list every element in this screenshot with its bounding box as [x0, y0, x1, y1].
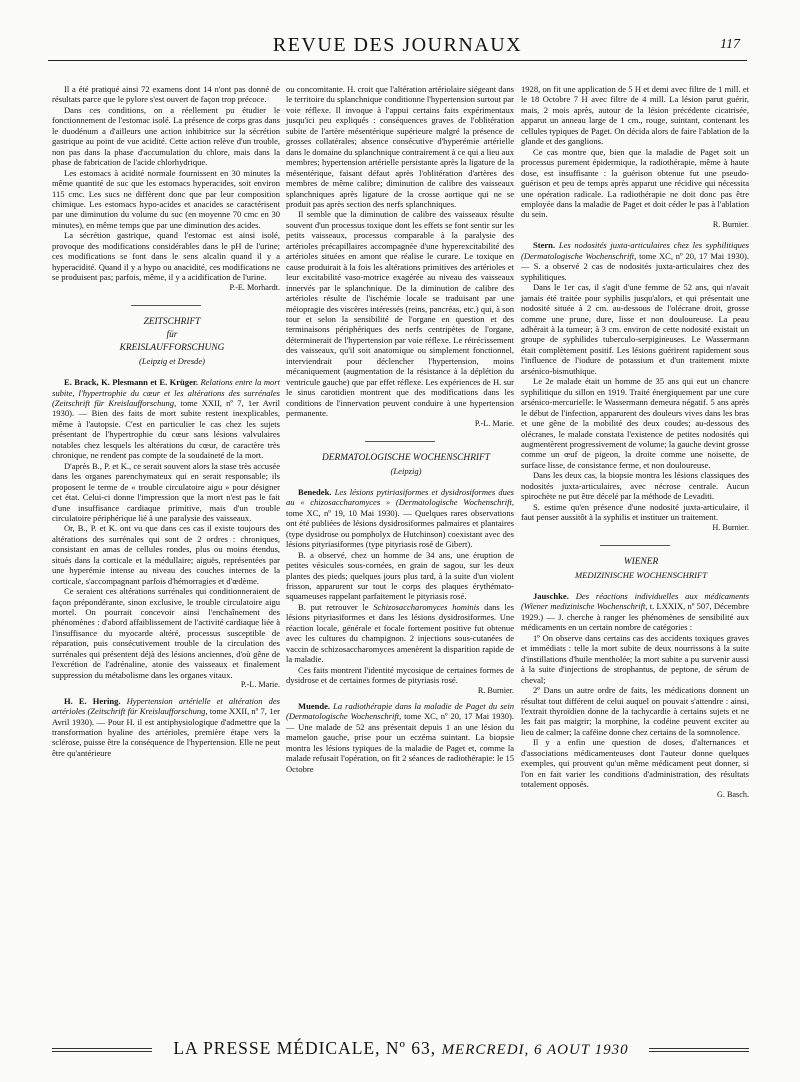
article-authors: Stern. [533, 240, 556, 251]
article-source: (Dermatologische Wochenschrift, [521, 250, 637, 261]
paragraph: Ce cas montre que, bien que la maladie de Paget soit un processus purement épidermique, la radiothérapie, même à haute dose, est insuffisante : la guérison obtenue fut une pseudo-guérison et peu de temps après apparut une récidive qui nécessita une opération radicale. La radiothérapie ne doit donc pas être employée dans la maladie de Paget et doit céder le pas à l'ablation du sein. [521, 146, 749, 220]
species-name: Schizosaccharomyces hominis [373, 601, 480, 612]
paragraph: Le 2e malade était un homme de 35 ans qui eut un chancre syphilitique du sillon en 1919. Traité énergiquement par une cure arsénico-mercurielle: le Wassermann demeura négatif. 5 ans après le début de l'infection, apparurent des douleurs vives dans les bras et une gêne de la mobilité des deux coudes; au-dessous des olécranes, le malade constata l'existence de petites nodosités qui augmentèrent progressivement de volume; la gauche devint grosse comme un œuf de pigeon, la droite comme une noisette, de surface lisse, de consistance ferme, et non douloureuse. [521, 376, 749, 470]
paragraph: Or, B., P. et K. ont vu que dans ces cas il existe toujours des altérations des surrénales qui sont de 2 ordres : chroniques, consistant en amas de cellules rondes, plus ou moins étendus, situés dans la corticale et la médullaire; aiguës, représentées par une hyperémie intense au niveau des couches internes de la corticale, s'accompagnant parfois d'hémorragies et d'œdème. [52, 523, 280, 586]
paragraph: D'après B., P. et K., ce serait souvent alors la stase très accusée dans les organes parenchymateux qui en serait responsable; ils proposent le terme de « trouble circulatoire aigu » pour désigner cet état. Celui-ci donne l'impression que la mort n'est pas le fait d'une insuffisance cardiaque primitive, mais d'un trouble circulatoire périphérique lié à une paralysie des vaisseaux. [52, 460, 280, 523]
paragraph [286, 602, 514, 665]
page-number: 117 [720, 37, 740, 52]
paragraph: Les estomacs à acidité normale fournissent en 30 minutes la même quantité de suc que les estomacs hyperacides, soit environ 115 cmc. Les sucs ne diffèrent donc que par leur composition chimique. Les estomacs hypo-acides et anacides se caractérisent par une diminution du volume du suc (en moyenne 70 cmc en 30 minutes), en même temps que par une diminution des acides. [52, 167, 280, 230]
article-authors: H. E. Hering. [64, 695, 121, 706]
article-text: tome XC, nº 19, 10 Mai 1930). — Quelques rares observations ont été publiées de lésions dysidrosiformes palmaires et plantaires (type dysidrose ou pompholyx de Hutchinson) coexistant avec des lésions pityriasiformes (type pityriasis rosé de Gibert). [286, 507, 514, 550]
paragraph: Il a été pratiqué ainsi 72 examens dont 14 n'ont pas donné de résultats parce que le pylore s'est ouvert de façon trop précoce. [52, 84, 280, 105]
article-abstract [521, 591, 749, 633]
section-heading: DERMATOLOGISCHE WOCHENSCHRIFT [322, 452, 490, 463]
article-title: Hypertension artérielle et altération des artérioles [52, 695, 280, 717]
journal-section-title: REVUE DES JOURNAUX [272, 34, 523, 56]
paragraph: ou concomitante. H. croit que l'altération artériolaire siégeant dans le territoire du splanchnique conditionne l'hypertension surtout par voie réflexe. Il invoque à l'appui certains faits expérimentaux jusqu'ici peu expliqués : conséquences graves de l'oblitération subite de l'artère mésentérique supérieure malgré la présence de grosses collatérales; absence consécutive d'hyperémie artérielle dans le domaine du splanchnique contrairement à ce qui a lieu aux membres; hypertension artérielle persistante après la ligature de la mésentérique, faisant défaut après l'oblitération d'artères des membres de même calibre; diminution de calibre des vaisseaux splanchniques après ligature de la crosse aortique qui ne se produit pas après section des nerfs splanchniques. [286, 84, 514, 209]
footer-rule-left [52, 1048, 152, 1052]
paragraph: 2º Dans un autre ordre de faits, les médications donnent un résultat tout différent de celui auquel on pouvait s'attendre : ainsi, l'extrait thyroïdien donne de la tachycardie à certains sujets et ne les fait pas maigrir; la morphine, la codéine peuvent exciter au lieu de calmer; la caféine donne chez certains de la somnolence. [521, 685, 749, 737]
paragraph: B. a observé, chez un homme de 34 ans, une éruption de petites vésicules sous-cornées, en grain de sagou, sur les deux plantes des pieds; quelques jours plus tard, à la suite d'un violent frisson, apparurent sur tout le corps des plaques érythémato-squameuses rappelant parfaitement le pityriasis rosé. [286, 549, 514, 602]
article-text: tome XXII, nº 7, 1er Avril 1930). — Bien des faits de mort subite restent inexplicables, même à l'autopsie. C'est en particulier le cas chez les sujets présentant de l'hypertrophie du cœur sans lésions valvulaires notables chez lesquels les altérations du cœur, de caractère très chronique, ne rendent pas compte de la soudaineté de la mort. [52, 397, 280, 461]
running-header [75, 34, 740, 60]
article-title: Relations entre la mort subite, l'hypertrophie du cœur et les altérations des surrénales [52, 377, 281, 398]
footer-rule-right [649, 1048, 749, 1052]
column-3 [521, 84, 749, 800]
article-authors: Jauschke. [533, 591, 569, 602]
section-place: (Leipzig et Dresde) [138, 356, 206, 367]
article-text: tome XC, nº 20, 17 Mai 1930). — S. a observé 2 cas de nodosités juxta-articulaires chez des syphilitiques. [521, 250, 749, 282]
paragraph: Il y a enfin une question de doses, d'alternances et d'associations médicamenteuses dont l'auteur donne quelques exemples, qui prouvent qu'un même médicament peut donner, si l'on en fait varier les conditions d'administration, des résultats totalement opposés. [521, 737, 749, 790]
article-authors: E. Brack, K. Plesmann et E. Krüger. [64, 377, 199, 388]
author-signature: P.-L. Marie. [240, 680, 280, 690]
text-run: dans les lésions pityriasiformes et dans les lésions dysidrosiformes. Une réaction locale, générale et focale fortement positive fut obtenue avec les cultures du champignon. 2 injections sous-cutanées de vaccin de schizosaccharomyces amenèrent la disparition rapide de la maladie. [286, 601, 514, 665]
paragraph: Dans les deux cas, la biopsie montra les lésions classiques des nodosités juxta-articulaires, avec nécrose centrale. Aucun spirochète ne put être décelé par la méthode de Levaditi. [521, 470, 749, 502]
author-signature: H. Burnier. [712, 522, 749, 532]
article-abstract [52, 696, 280, 759]
footer-date: MERCREDI, 6 AOUT 1930 [441, 1042, 629, 1058]
article-text: tome XC, nº 20, 17 Mai 1930). — Une malade de 52 ans présentait depuis 1 an une lésion du mamelon gauche, prise pour un eczéma suintant. La biopsie montra les lésions typiques de la maladie de Paget et, comme la malade refusait l'opération, on fit 2 séances de radiothérapie: le 15 Octobre [286, 711, 514, 774]
footer-text [167, 1038, 635, 1059]
article-abstract [521, 240, 749, 282]
article-authors: Benedek. [298, 486, 332, 497]
article-source: (Dermatologische Wochenschrift, [395, 497, 514, 508]
paragraph: La sécrétion gastrique, quand l'estomac est ainsi isolé, provoque des modifications considérables dans le pH de l'urine; ces modifications se font dans le sens alcalin quand il y a hyperacidité. Quand il y a hypo ou anacidité, ces modifications ne se produisent pas; parfois, même, il y a acidification de l'urine. [52, 230, 280, 283]
article-authors: Muende. [298, 701, 331, 712]
article-text: t. LXXIX, nº 507, Décembre 1929.) — J. cherche à ranger les phénomènes de sensibilité aux médicaments en un certain nombre de catégories : [521, 601, 749, 633]
article-source: (Dermatologische Wochenschrift, [286, 711, 402, 722]
section-divider [131, 305, 201, 306]
section-place: (Leipzig) [390, 465, 422, 476]
paragraph: 1º On observe dans certains cas des accidents toxiques graves et immédiats : telle la mort subite de deux nourrissons à la suite d'instillations d'huile mentholée; la mort subite a pu survenir aussi à la suite d'injections de strophantus, de peptone, de sérum de cheval; [521, 632, 749, 685]
paragraph: Il semble que la diminution de calibre des vaisseaux résulte souvent d'un processus toxique dont les effets se font sentir sur les petits vaisseaux, processus comparable à la paralysie des artérioles précapillaires accompagnée d'une hyperexcitabilité des artérioles situées en amont que réalise le curare. Le toxique en cause produirait à la fois les altérations primitives des artérioles et leur excitabilité vaso-motrice exagérée au niveau des vaisseaux innervés par le splanchnique. De la diminution de calibre des artérioles résulte de l'ischémie locale se traduisant par une méiopragie des viscères intéressés (reins, pancréas, etc.) qui, à son tour et selon la sensibilité de l'organe en question et des terminaisons périphériques des nerfs centripètes de l'organe, déterminerait de l'hypertension par voie réflexe. Le rétrécissement des vaisseaux, qu'il soit anatomique ou simplement fonctionnel, interviendrait pour déclencher l'hypertension, moins mécaniquement (augmentation de la résistance à la déplétion du ventricule gauche) que par effet réflexe. Les expériences de H. sur le sinus carotidien montrent que des modifications dans les conditions de l'innervation peuvent conduire à une hypertension permanente. [286, 209, 514, 419]
article-source: (Zeitschrift für Kreislaufforschung, [52, 397, 177, 408]
author-signature: P.-E. Morhardt. [229, 282, 280, 292]
paragraph: Dans ces conditions, on a réellement pu étudier le fonctionnement de l'estomac isolé. La présence de corps gras dans le duodénum a d'ailleurs une action inhibitrice sur la sécrétion gastrique au point de vue acidité. Cette action relève d'un trouble, non pas dans la phase d'accumulation du chlore, mais dans la phase de fabrication de l'acide chlorhydrique. [52, 104, 280, 168]
section-heading-name: KREISLAUFFORSCHUNG [119, 343, 225, 354]
column-1 [52, 84, 280, 758]
text-run: B. put retrouver le [298, 601, 369, 612]
footer-journal: LA PRESSE MÉDICALE, [173, 1038, 381, 1058]
paragraph: Dans le 1er cas, il s'agit d'une femme de 52 ans, qui n'avait jamais été traitée pour syphilis jusqu'alors, et qui présentait une nodosité située à 2 cm. au-dessous de l'olécrane droit, grosse comme une prune, dure, lisse et non douloureuse. La peau adhérait à la tumeur; à 3 cm. environ de cette nodosité existait un groupe de syphilides tuberculo-serpigineuses. Le Wassermann était complètement positif. Les lésions guérirent rapidement sous l'influence de l'iodure de potassium et d'un traitement mixte arsénico-bismuthique. [521, 282, 749, 376]
column-2 [286, 84, 514, 774]
paragraph: Ce seraient ces altérations surrénales qui conditionneraient de façon prépondérante, sinon exclusive, le trouble circulatoire aigu mortel. On pourrait concevoir ainsi l'enchaînement des phénomènes : d'abord affaiblissement de l'activité cardiaque liée à l'insuffisance du myocarde altéré, processus susceptible de réparation, puis consécutivement trouble de la circulation des surrénales qui présentent déjà des lésions anciennes, d'où gêne de l'excrétion de l'adrénaline, atonie des vaisseaux et finalement suppression du métabolisme dans les organes vitaux. [52, 586, 280, 680]
article-text: tome XXII, nº 7, 1er Avril 1930). — Pour H. il est antiphysiologique d'admettre que la transformation hyaline des artérioles, première étape vers la sclérose, puisse être la conséquence de l'hypertension. Elle ne peut être qu'antérieure [52, 706, 281, 758]
paragraph: 1928, on fit une application de 5 H et demi avec filtre de 1 mill. et le 18 Octobre 7 H avec filtre de 4 mill. La lésion parut guérir, mais, 2 mois après, autour de la lésion précédente cicatrisée, apparut un anneau large de 1 cm., rouge, suintant, contenant les cellules typiques de Paget. On décida alors de faire l'ablation de la glande et des ganglions. [521, 84, 749, 147]
section-heading-name: MEDIZINISCHE WOCHENSCHRIFT [574, 570, 707, 581]
header-rule [48, 60, 747, 61]
article-title: La radiothérapie dans la maladie de Paget du sein [333, 701, 514, 712]
section-divider [365, 441, 435, 442]
author-signature: R. Burnier. [477, 685, 514, 695]
article-source: (Wiener medizinische Wochenschrift, [521, 601, 648, 612]
section-divider [600, 545, 670, 546]
author-signature: G. Basch. [716, 789, 749, 799]
article-abstract [286, 701, 514, 774]
paragraph: Ces faits montrent l'identité mycosique de certaines formes de dysidrose et de certaines formes de pityriasis rosé. [286, 664, 514, 686]
article-title: Les lésions pytiriasiformes et dysidrosiformes dues au « chizosaccharomyces » [286, 486, 514, 508]
article-source: (Zeitschrift für Kreislaufforschung, [87, 706, 208, 717]
section-heading: ZEITSCHRIFT [143, 317, 201, 328]
article-abstract [52, 377, 280, 461]
article-abstract [286, 487, 514, 550]
author-signature: R. Burnier. [712, 219, 749, 229]
page-footer [52, 1038, 749, 1062]
article-title: Des réactions individuelles aux médicaments [575, 591, 749, 602]
section-heading: WIENER [623, 557, 659, 568]
author-signature: P.-L. Marie. [474, 418, 514, 428]
section-heading-fur: für [166, 330, 178, 341]
article-title: Les nodosités juxta-articulaires chez les syphilitiques [558, 240, 749, 251]
footer-issue: Nº 63, [385, 1038, 437, 1058]
paragraph: S. estime qu'en présence d'une nodosité juxta-articulaire, il faut penser aussitôt à la syphilis et instituer un traitement. [521, 501, 749, 523]
